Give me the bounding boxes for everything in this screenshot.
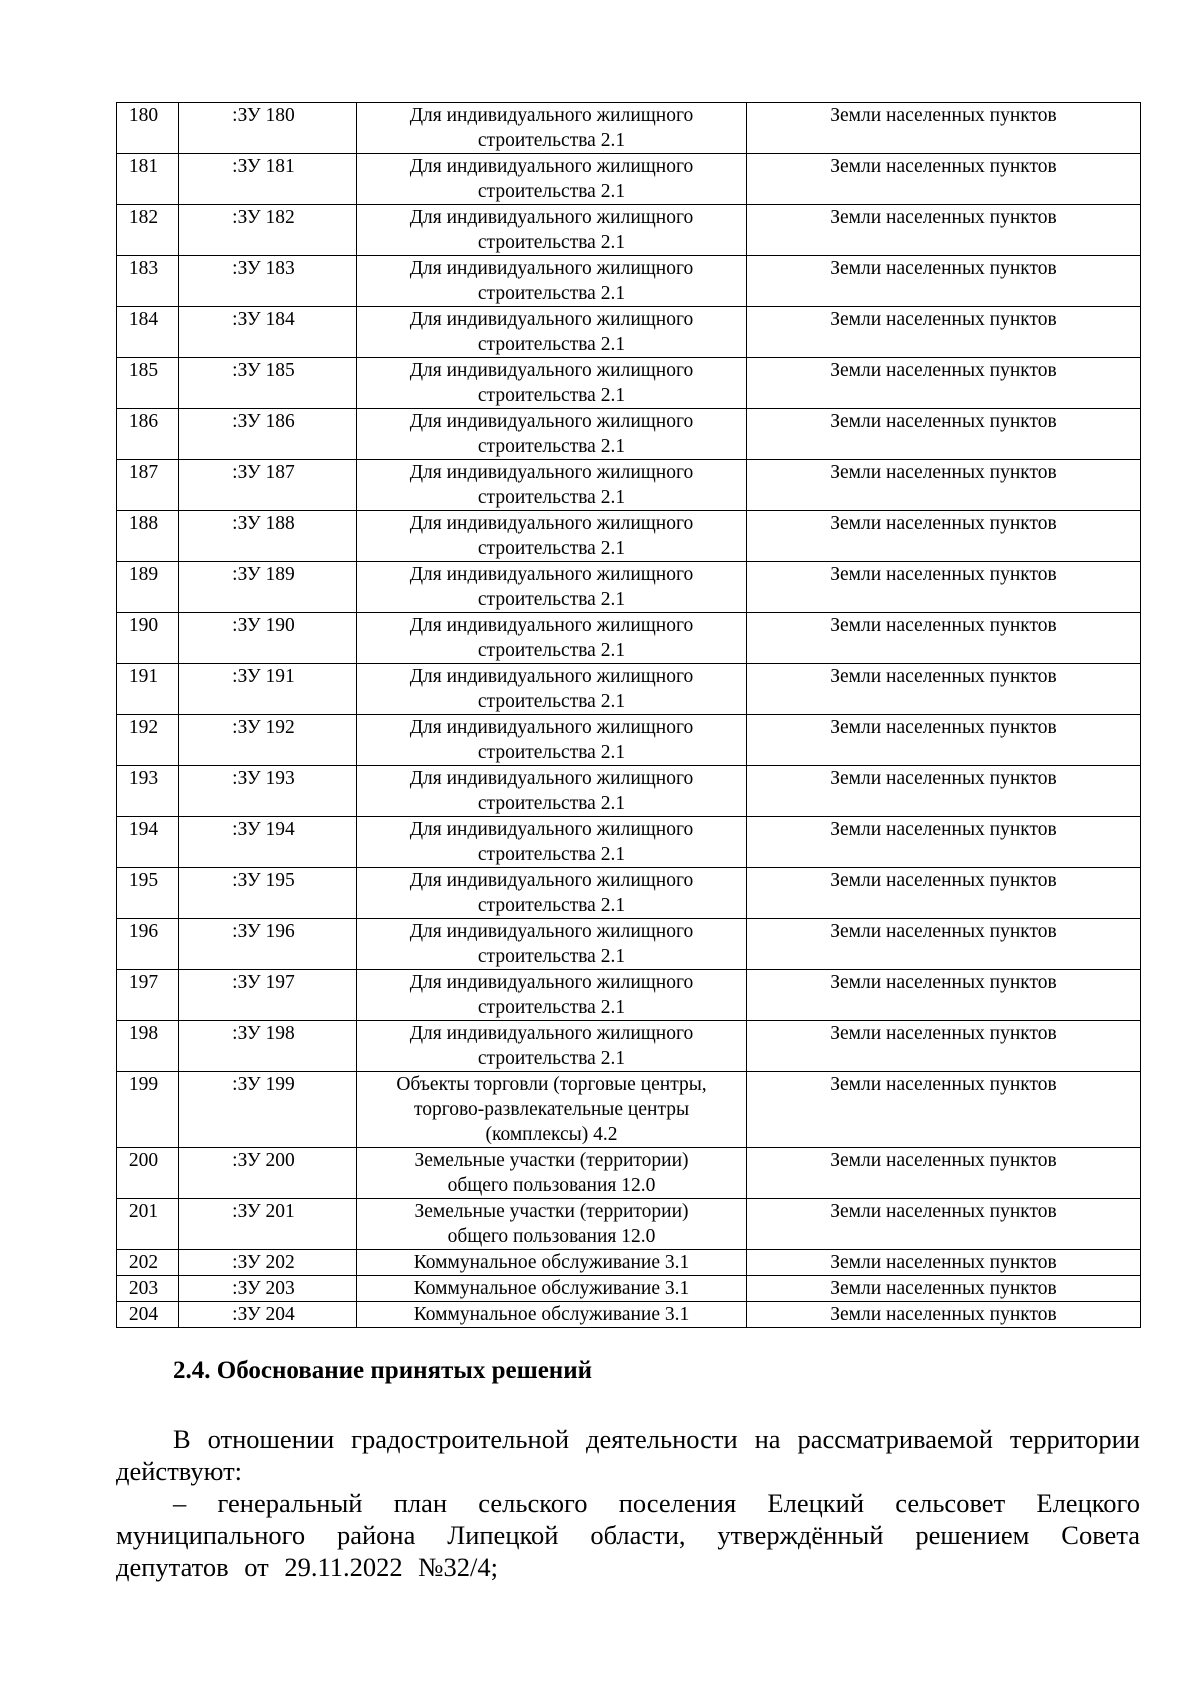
permitted-use-line: Для индивидуального жилищного — [409, 564, 694, 585]
permitted-use-cell — [357, 613, 747, 664]
permitted-use-cell — [357, 919, 747, 970]
row-number-cell: 199 — [117, 1072, 179, 1148]
row-number-cell: 196 — [117, 919, 179, 970]
land-category-cell: Земли населенных пунктов — [747, 1199, 1141, 1250]
land-category-cell: Земли населенных пунктов — [747, 766, 1141, 817]
plot-code-cell: :ЗУ 203 — [179, 1276, 357, 1302]
land-category-cell: Земли населенных пунктов — [747, 664, 1141, 715]
row-number-cell: 181 — [117, 154, 179, 205]
permitted-use-line: Для индивидуального жилищного — [409, 870, 694, 891]
table-row — [117, 715, 1141, 766]
permitted-use-line: строительства 2.1 — [477, 844, 626, 865]
plot-code-cell: :ЗУ 183 — [179, 256, 357, 307]
permitted-use-line: Для индивидуального жилищного — [409, 717, 694, 738]
plot-code-cell: :ЗУ 182 — [179, 205, 357, 256]
table-row — [117, 1302, 1141, 1328]
permitted-use-line: Для индивидуального жилищного — [409, 207, 694, 228]
land-category-cell: Земли населенных пунктов — [747, 1276, 1141, 1302]
table-row — [117, 1072, 1141, 1148]
permitted-use-cell — [357, 766, 747, 817]
table-row — [117, 766, 1141, 817]
permitted-use-line: Для индивидуального жилищного — [409, 768, 694, 789]
table-row — [117, 562, 1141, 613]
permitted-use-cell — [357, 1276, 747, 1302]
land-category-cell: Земли населенных пунктов — [747, 460, 1141, 511]
permitted-use-line: Для индивидуального жилищного — [409, 462, 694, 483]
permitted-use-line: общего пользования 12.0 — [447, 1175, 656, 1196]
row-number-cell: 194 — [117, 817, 179, 868]
permitted-use-cell — [357, 460, 747, 511]
row-number-cell: 192 — [117, 715, 179, 766]
land-category-cell: Земли населенных пунктов — [747, 307, 1141, 358]
plot-code-cell: :ЗУ 188 — [179, 511, 357, 562]
table-row — [117, 409, 1141, 460]
plot-code-cell: :ЗУ 184 — [179, 307, 357, 358]
permitted-use-line: Для индивидуального жилищного — [409, 513, 694, 534]
permitted-use-cell — [357, 817, 747, 868]
permitted-use-line: строительства 2.1 — [477, 436, 626, 457]
permitted-use-cell — [357, 868, 747, 919]
permitted-use-line: строительства 2.1 — [477, 1048, 626, 1069]
table-row — [117, 664, 1141, 715]
permitted-use-line: строительства 2.1 — [477, 793, 626, 814]
table-row — [117, 460, 1141, 511]
permitted-use-line: Для индивидуального жилищного — [409, 819, 694, 840]
table-row — [117, 1250, 1141, 1276]
plot-code-cell: :ЗУ 195 — [179, 868, 357, 919]
plot-code-cell: :ЗУ 198 — [179, 1021, 357, 1072]
row-number-cell: 187 — [117, 460, 179, 511]
table-row — [117, 817, 1141, 868]
permitted-use-cell — [357, 511, 747, 562]
table-row — [117, 307, 1141, 358]
permitted-use-line: Коммунальное обслуживание 3.1 — [413, 1278, 690, 1299]
table-row — [117, 1276, 1141, 1302]
table-row — [117, 511, 1141, 562]
permitted-use-line: строительства 2.1 — [477, 640, 626, 661]
land-category-cell: Земли населенных пунктов — [747, 1072, 1141, 1148]
plot-code-cell: :ЗУ 197 — [179, 970, 357, 1021]
permitted-use-line: строительства 2.1 — [477, 283, 626, 304]
table-row — [117, 1199, 1141, 1250]
permitted-use-line: Для индивидуального жилищного — [409, 105, 694, 126]
land-plot-table — [116, 102, 1141, 1328]
land-category-cell: Земли населенных пунктов — [747, 868, 1141, 919]
permitted-use-line: Объекты торговли (торговые центры, — [396, 1074, 707, 1095]
permitted-use-line: Для индивидуального жилищного — [409, 411, 694, 432]
land-category-cell: Земли населенных пунктов — [747, 562, 1141, 613]
row-number-cell: 188 — [117, 511, 179, 562]
permitted-use-cell — [357, 1302, 747, 1328]
section-heading: 2.4. Обоснование принятых решений — [173, 1357, 593, 1384]
row-number-cell: 203 — [117, 1276, 179, 1302]
plot-code-cell: :ЗУ 185 — [179, 358, 357, 409]
permitted-use-line: общего пользования 12.0 — [447, 1226, 656, 1247]
land-category-cell: Земли населенных пунктов — [747, 919, 1141, 970]
plot-code-cell: :ЗУ 192 — [179, 715, 357, 766]
permitted-use-line: Земельные участки (территории) — [414, 1201, 689, 1222]
land-category-cell: Земли населенных пунктов — [747, 256, 1141, 307]
permitted-use-line: торгово-развлекательные центры — [413, 1099, 690, 1120]
permitted-use-line: строительства 2.1 — [477, 946, 626, 967]
land-category-cell: Земли населенных пунктов — [747, 511, 1141, 562]
permitted-use-line: строительства 2.1 — [477, 742, 626, 763]
plot-code-cell: :ЗУ 189 — [179, 562, 357, 613]
table-row — [117, 358, 1141, 409]
permitted-use-cell — [357, 562, 747, 613]
permitted-use-line: строительства 2.1 — [477, 895, 626, 916]
permitted-use-line: Для индивидуального жилищного — [409, 258, 694, 279]
row-number-cell: 200 — [117, 1148, 179, 1199]
permitted-use-line: строительства 2.1 — [477, 130, 626, 151]
permitted-use-cell — [357, 358, 747, 409]
permitted-use-line: строительства 2.1 — [477, 691, 626, 712]
body-paragraph: – генеральный план сельского поселения Елецкий сельсовет Елецкого муниципального района Липецкой области, утверждённый решением Совета депутатов от 29.11.2022 №32/4; — [116, 1488, 1140, 1582]
table-row — [117, 613, 1141, 664]
permitted-use-line: Для индивидуального жилищного — [409, 360, 694, 381]
land-category-cell: Земли населенных пунктов — [747, 715, 1141, 766]
table-row — [117, 1021, 1141, 1072]
land-category-cell: Земли населенных пунктов — [747, 1250, 1141, 1276]
permitted-use-line: Для индивидуального жилищного — [409, 156, 694, 177]
table-row — [117, 103, 1141, 154]
row-number-cell: 190 — [117, 613, 179, 664]
table-row — [117, 919, 1141, 970]
row-number-cell: 202 — [117, 1250, 179, 1276]
land-category-cell: Земли населенных пунктов — [747, 1148, 1141, 1199]
permitted-use-cell — [357, 1072, 747, 1148]
table-row — [117, 868, 1141, 919]
permitted-use-line: Для индивидуального жилищного — [409, 921, 694, 942]
land-category-cell: Земли населенных пунктов — [747, 205, 1141, 256]
plot-code-cell: :ЗУ 202 — [179, 1250, 357, 1276]
row-number-cell: 183 — [117, 256, 179, 307]
permitted-use-line: Коммунальное обслуживание 3.1 — [413, 1304, 690, 1325]
permitted-use-cell — [357, 256, 747, 307]
land-category-cell: Земли населенных пунктов — [747, 154, 1141, 205]
land-category-cell: Земли населенных пунктов — [747, 1302, 1141, 1328]
permitted-use-line: строительства 2.1 — [477, 538, 626, 559]
plot-code-cell: :ЗУ 199 — [179, 1072, 357, 1148]
plot-code-cell: :ЗУ 196 — [179, 919, 357, 970]
row-number-cell: 182 — [117, 205, 179, 256]
permitted-use-cell — [357, 1199, 747, 1250]
permitted-use-cell — [357, 664, 747, 715]
plot-code-cell: :ЗУ 180 — [179, 103, 357, 154]
plot-code-cell: :ЗУ 193 — [179, 766, 357, 817]
permitted-use-line: строительства 2.1 — [477, 997, 626, 1018]
permitted-use-cell — [357, 970, 747, 1021]
permitted-use-line: Для индивидуального жилищного — [409, 666, 694, 687]
plot-code-cell: :ЗУ 187 — [179, 460, 357, 511]
permitted-use-line: Коммунальное обслуживание 3.1 — [413, 1252, 690, 1273]
land-category-cell: Земли населенных пунктов — [747, 970, 1141, 1021]
permitted-use-cell — [357, 1250, 747, 1276]
plot-code-cell: :ЗУ 190 — [179, 613, 357, 664]
plot-code-cell: :ЗУ 200 — [179, 1148, 357, 1199]
row-number-cell: 186 — [117, 409, 179, 460]
permitted-use-cell — [357, 1148, 747, 1199]
permitted-use-line: строительства 2.1 — [477, 232, 626, 253]
row-number-cell: 185 — [117, 358, 179, 409]
row-number-cell: 204 — [117, 1302, 179, 1328]
table-row — [117, 205, 1141, 256]
land-category-cell: Земли населенных пунктов — [747, 1021, 1141, 1072]
permitted-use-line: Для индивидуального жилищного — [409, 615, 694, 636]
land-category-cell: Земли населенных пунктов — [747, 103, 1141, 154]
permitted-use-line: строительства 2.1 — [477, 589, 626, 610]
land-category-cell: Земли населенных пунктов — [747, 817, 1141, 868]
permitted-use-cell — [357, 154, 747, 205]
row-number-cell: 184 — [117, 307, 179, 358]
plot-code-cell: :ЗУ 194 — [179, 817, 357, 868]
table-row — [117, 1148, 1141, 1199]
permitted-use-cell — [357, 307, 747, 358]
row-number-cell: 198 — [117, 1021, 179, 1072]
permitted-use-line: строительства 2.1 — [477, 181, 626, 202]
permitted-use-line: строительства 2.1 — [477, 487, 626, 508]
row-number-cell: 189 — [117, 562, 179, 613]
permitted-use-line: (комплексы) 4.2 — [485, 1124, 618, 1145]
permitted-use-line: Земельные участки (территории) — [414, 1150, 689, 1171]
permitted-use-line: строительства 2.1 — [477, 385, 626, 406]
permitted-use-cell — [357, 103, 747, 154]
plot-code-cell: :ЗУ 191 — [179, 664, 357, 715]
land-plot-table-body — [117, 103, 1141, 1328]
row-number-cell: 180 — [117, 103, 179, 154]
permitted-use-cell — [357, 409, 747, 460]
permitted-use-cell — [357, 205, 747, 256]
permitted-use-line: Для индивидуального жилищного — [409, 309, 694, 330]
row-number-cell: 191 — [117, 664, 179, 715]
table-row — [117, 154, 1141, 205]
land-category-cell: Земли населенных пунктов — [747, 613, 1141, 664]
row-number-cell: 195 — [117, 868, 179, 919]
permitted-use-cell — [357, 715, 747, 766]
row-number-cell: 201 — [117, 1199, 179, 1250]
permitted-use-cell — [357, 1021, 747, 1072]
row-number-cell: 193 — [117, 766, 179, 817]
plot-code-cell: :ЗУ 181 — [179, 154, 357, 205]
row-number-cell: 197 — [117, 970, 179, 1021]
permitted-use-line: Для индивидуального жилищного — [409, 1023, 694, 1044]
permitted-use-line: Для индивидуального жилищного — [409, 972, 694, 993]
land-category-cell: Земли населенных пунктов — [747, 409, 1141, 460]
plot-code-cell: :ЗУ 201 — [179, 1199, 357, 1250]
body-paragraph: В отношении градостроительной деятельности на рассматриваемой территории действуют: — [116, 1424, 1140, 1486]
permitted-use-line: строительства 2.1 — [477, 334, 626, 355]
table-row — [117, 970, 1141, 1021]
land-category-cell: Земли населенных пунктов — [747, 358, 1141, 409]
table-row — [117, 256, 1141, 307]
plot-code-cell: :ЗУ 186 — [179, 409, 357, 460]
plot-code-cell: :ЗУ 204 — [179, 1302, 357, 1328]
